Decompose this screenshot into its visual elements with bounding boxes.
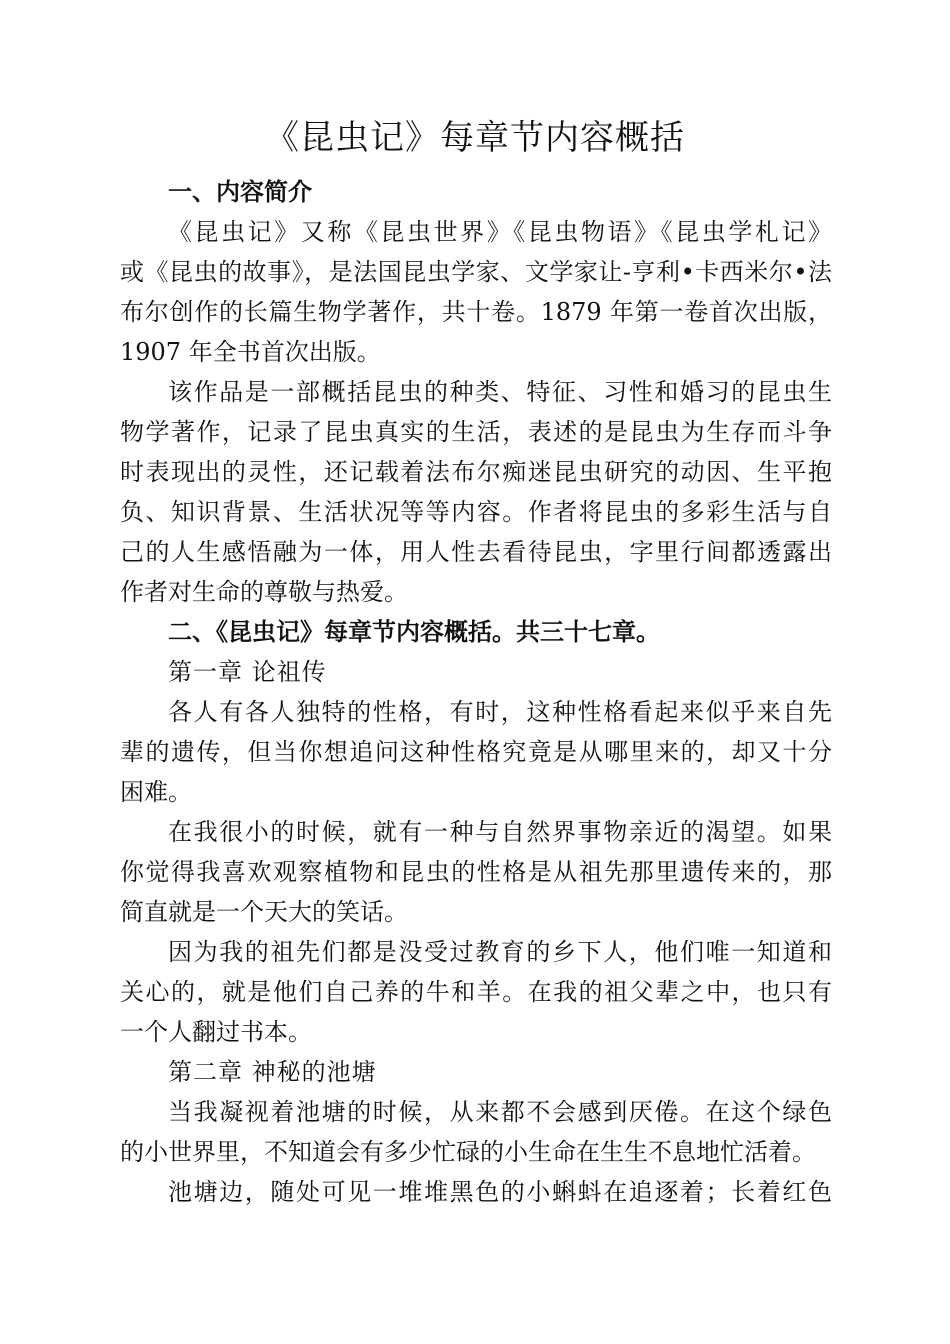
- paragraph-line: 该作品是一部概括昆虫的种类、特征、习性和婚习的昆虫生: [168, 378, 832, 406]
- paragraph-line: 一个人翻过书本。: [120, 1018, 312, 1046]
- paragraph-line: 池塘边，随处可见一堆堆黑色的小蝌蚪在追逐着；长着红色: [168, 1178, 832, 1206]
- paragraph-line: 时表现出的灵性，还记载着法布尔痴迷昆虫研究的动因、生平抱: [120, 458, 832, 486]
- paragraph-line: 1907 年全书首次出版。: [120, 338, 381, 366]
- paragraph-line: 辈的遗传，但当你想追问这种性格究竟是从哪里来的，却又十分: [120, 738, 832, 766]
- paragraph-line: 各人有各人独特的性格，有时，这种性格看起来似乎来自先: [168, 698, 832, 726]
- paragraph-line: 因为我的祖先们都是没受过教育的乡下人，他们唯一知道和: [168, 938, 832, 966]
- paragraph-line: 关心的，就是他们自己养的牛和羊。在我的祖父辈之中，也只有: [120, 978, 832, 1006]
- paragraph-line: 的小世界里，不知道会有多少忙碌的小生命在生生不息地忙活着。: [120, 1138, 816, 1166]
- paragraph-line: 《昆虫记》又称《昆虫世界》《昆虫物语》《昆虫学札记》: [168, 218, 832, 246]
- paragraph-line: 物学著作，记录了昆虫真实的生活，表述的是昆虫为生存而斗争: [120, 418, 832, 446]
- paragraph-line: 布尔创作的长篇生物学著作，共十卷。1879 年第一卷首次出版，: [120, 298, 832, 326]
- section-heading-intro: 一、内容简介: [168, 178, 312, 206]
- paragraph-line: 作者对生命的尊敬与热爱。: [120, 578, 408, 606]
- chapter-title: 第一章 论祖传: [168, 658, 327, 686]
- document-title: 《昆虫记》每章节内容概括: [265, 118, 685, 158]
- paragraph-line: 或《昆虫的故事》，是法国昆虫学家、文学家让-亨利•卡西米尔•法: [120, 258, 832, 286]
- chapter-title: 第二章 神秘的池塘: [168, 1058, 377, 1086]
- paragraph-line: 简直就是一个天大的笑话。: [120, 898, 408, 926]
- section-heading-chapters: 二、《昆虫记》每章节内容概括。共三十七章。: [168, 618, 660, 646]
- paragraph-line: 负、知识背景、生活状况等等内容。作者将昆虫的多彩生活与自: [120, 498, 832, 526]
- paragraph-line: 在我很小的时候，就有一种与自然界事物亲近的渴望。如果: [168, 818, 832, 846]
- paragraph-line: 当我凝视着池塘的时候，从来都不会感到厌倦。在这个绿色: [168, 1098, 832, 1126]
- paragraph-line: 困难。: [120, 778, 192, 806]
- paragraph-line: 己的人生感悟融为一体，用人性去看待昆虫，字里行间都透露出: [120, 538, 832, 566]
- paragraph-line: 你觉得我喜欢观察植物和昆虫的性格是从祖先那里遗传来的，那: [120, 858, 832, 886]
